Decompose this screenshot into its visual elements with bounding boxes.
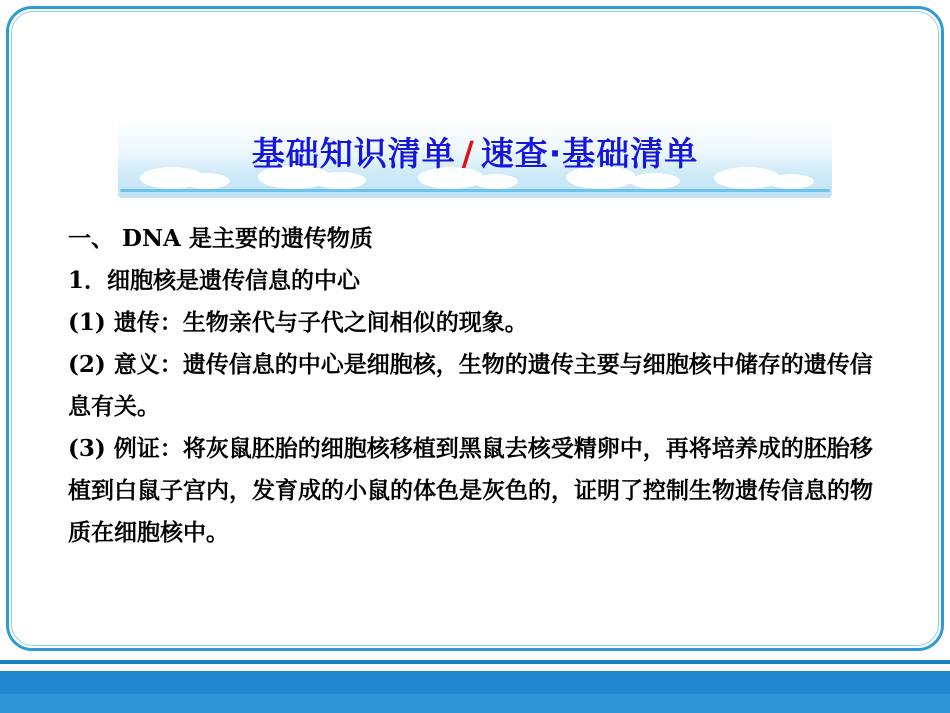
footer-top-line [0,660,950,664]
title-underline [120,189,830,192]
footer-decoration [0,660,950,713]
cloud-decoration-icon [630,173,680,189]
cloud-decoration-icon [474,174,518,189]
body-item: (1) 遗传：生物亲代与子代之间相似的现象。 [68,309,528,336]
cloud-decoration-icon [768,174,814,189]
slide-body [68,218,888,554]
body-heading: 一、 DNA 是主要的遗传物质 [68,225,373,252]
page-title [118,128,832,175]
body-section-number: 1．细胞核是遗传信息的中心 [68,267,361,294]
footer-bar-highlight [0,694,950,713]
body-item: (3) 例证：将灰鼠胚胎的细胞核移植到黑鼠去核受精卵中，再将培养成的胚胎移植到白鼠子宫内，发育成的小鼠的体色是灰色的，证明了控制生物遗传信息的物质在细胞核中。 [68,435,873,546]
title-banner [118,116,832,198]
page-title-separator: / [461,134,475,173]
cloud-decoration-icon [182,173,230,189]
body-item: (2) 意义：遗传信息的中心是细胞核，生物的遗传主要与细胞核中储存的遗传信息有关。 [68,351,873,420]
page-title-left: 基础知识清单 [251,134,456,173]
page-title-right: 速查·基础清单 [480,134,699,173]
